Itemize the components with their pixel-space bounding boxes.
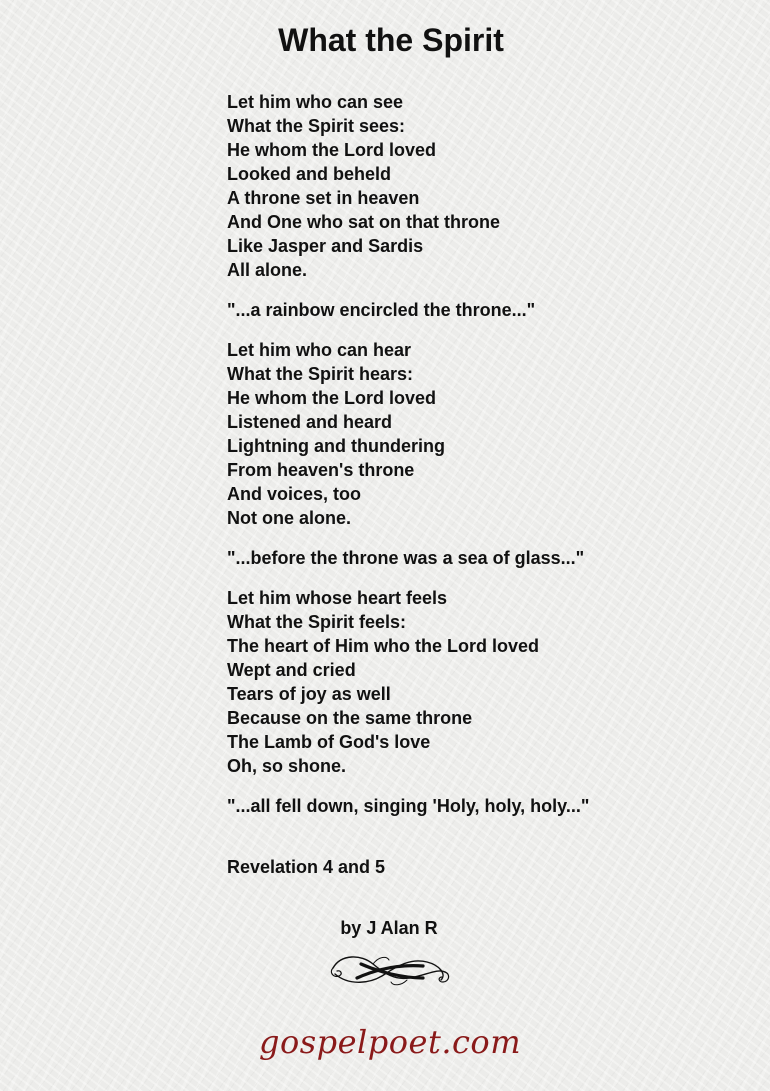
poem-line: He whom the Lord loved xyxy=(227,140,437,160)
poem-line: A throne set in heaven xyxy=(227,188,420,208)
poem-line: The Lamb of God's love xyxy=(227,732,431,752)
scripture-quote-1 xyxy=(227,298,747,322)
poem-line: What the Spirit feels: xyxy=(227,612,407,632)
poem-line: Tears of joy as well xyxy=(227,684,391,704)
poem-line: Listened and heard xyxy=(227,412,393,432)
poem-line: Let him who can see xyxy=(227,92,404,112)
scripture-quote-2 xyxy=(227,546,747,570)
stanza-1 xyxy=(227,90,747,282)
poem-line: What the Spirit hears: xyxy=(227,364,414,384)
poem-line: Not one alone. xyxy=(227,508,352,528)
stanza-2 xyxy=(227,338,747,530)
site-logo: gospelpoet.com xyxy=(258,1023,522,1061)
poem-line: He whom the Lord loved xyxy=(227,388,437,408)
poem-line: Wept and cried xyxy=(227,660,356,680)
scripture-quote-3 xyxy=(227,794,747,818)
poem-line: Let him whose heart feels xyxy=(227,588,448,608)
poem-body xyxy=(227,90,747,834)
scripture-quote-text: "...before the throne was a sea of glass..." xyxy=(227,548,585,568)
poem-line: And voices, too xyxy=(227,484,362,504)
poem-line: Like Jasper and Sardis xyxy=(227,236,424,256)
poem-line: Looked and beheld xyxy=(227,164,392,184)
scripture-quote-text: "...all fell down, singing 'Holy, holy, holy..." xyxy=(227,796,590,816)
author-byline: by J Alan R xyxy=(340,918,438,938)
stanza-3 xyxy=(227,586,747,778)
poem-line: From heaven's throne xyxy=(227,460,415,480)
poem-line: And One who sat on that throne xyxy=(227,212,500,232)
scripture-quote-text: "...a rainbow encircled the throne..." xyxy=(227,300,536,320)
poem-line: Let him who can hear xyxy=(227,340,412,360)
poem-line: Oh, so shone. xyxy=(227,756,347,776)
poem-line: What the Spirit sees: xyxy=(227,116,406,136)
scripture-reference: Revelation 4 and 5 xyxy=(227,857,386,877)
poem-line: Lightning and thundering xyxy=(227,436,445,456)
poem-line: All alone. xyxy=(227,260,308,280)
poem-line: The heart of Him who the Lord loved xyxy=(227,636,540,656)
decorative-flourish-icon xyxy=(327,948,453,994)
poem-line: Because on the same throne xyxy=(227,708,473,728)
poem-title: What the Spirit xyxy=(278,22,504,58)
